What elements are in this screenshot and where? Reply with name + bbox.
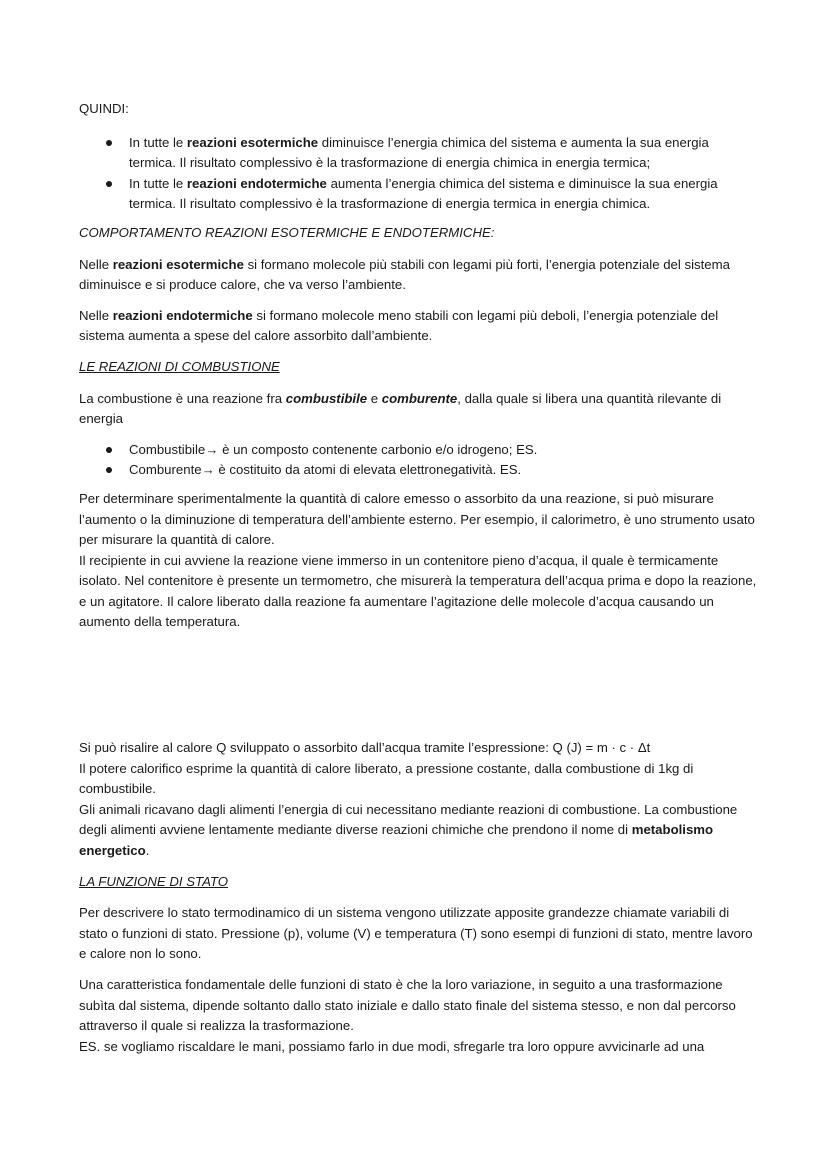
recipiente-paragraph: Il recipiente in cui avviene la reazione viene immerso in un contenitore pieno d’acqua, il quale è termicamente isolato. Nel contenitore è presente un termometro, che misurerà la temperatura dell’acqua prima e dopo la reazione, e un agitatore. Il calore liberato dalla reazione fa aumentare l’agitazione delle molecole d’acqua causando un aumento della temperatura. <box>79 552 757 630</box>
list-item: Comburente→ è costituito da atomi di elevata elettronegatività. ES. <box>79 460 759 481</box>
quindi-heading: QUINDI: <box>79 101 129 116</box>
potere-calorifico-paragraph: Il potere calorifico esprime la quantità di calore liberato, a pressione costante, dalla combustione di 1kg di combustibile. <box>79 760 694 797</box>
document-page <box>79 99 759 1057</box>
metabolismo-paragraph: Gli animali ricavano dagli alimenti l’energia di cui necessitano mediante reazioni di combustione. La combustione degli alimenti avviene lentamente mediante diverse reazioni chimiche che prendono il nome di metabolismo energetico. <box>79 801 738 859</box>
combustione-title: LE REAZIONI DI COMBUSTIONE <box>79 358 280 374</box>
bullet-icon <box>106 447 112 453</box>
reaction-summary-list <box>79 133 759 215</box>
list-item: Combustibile→ è un composto contenente carbonio e/o idrogeno; ES. <box>79 440 759 461</box>
esempio-paragraph: ES. se vogliamo riscaldare le mani, possiamo farlo in due modi, sfregarle tra loro oppure avvicinarle ad una <box>79 1038 705 1054</box>
bullet-icon <box>106 467 112 473</box>
combustione-list <box>79 440 759 481</box>
funzione-di-stato-title: LA FUNZIONE DI STATO <box>79 873 228 889</box>
bullet-icon <box>106 140 112 146</box>
calorimetro-paragraph: Per determinare sperimentalmente la quantità di calore emesso o assorbito da una reazione, si può misurare l’aumento o la diminuzione di temperatura dell’ambiente esterno. Per esempio, il calorimetro, è uno strumento usato per misurare la quantità di calore. <box>79 490 755 548</box>
endotermiche-paragraph: Nelle reazioni endotermiche si formano molecole meno stabili con legami più deboli, l’energia potenziale del sistema aumenta a spese del calore assorbito dall’ambiente. <box>79 307 719 344</box>
blank-space <box>79 633 759 738</box>
bullet-icon <box>106 181 112 187</box>
comportamento-title: COMPORTAMENTO REAZIONI ESOTERMICHE E ENDOTERMICHE: <box>79 224 495 240</box>
caratteristica-paragraph: Una caratteristica fondamentale delle funzioni di stato è che la loro variazione, in seguito a una trasformazione subìta dal sistema, dipende soltanto dallo stato iniziale e dallo stato finale del sistema stesso, e non dal percorso attraverso il quale si realizza la trasformazione. <box>79 977 736 1034</box>
formula-paragraph: Si può risalire al calore Q sviluppato o assorbito dall’acqua tramite l’espressione: Q (J) = m · c · Δt <box>79 740 651 756</box>
grandezze-paragraph: Per descrivere lo stato termodinamico di un sistema vengono utilizzate apposite grandezze chiamate variabili di stato o funzioni di stato. Pressione (p), volume (V) e temperatura (T) sono esempi di funzioni di stato, mentre lavoro e calore non lo sono. <box>79 905 753 962</box>
esotermiche-paragraph: Nelle reazioni esotermiche si formano molecole più stabili con legami più forti, l’energia potenziale del sistema diminuisce e si produce calore, che va verso l’ambiente. <box>79 256 730 293</box>
list-item: In tutte le reazioni esotermiche diminuisce l’energia chimica del sistema e aumenta la sua energia termica. Il risultato complessivo è la trasformazione di energia chimica in energia termica; <box>79 133 759 174</box>
list-item: In tutte le reazioni endotermiche aumenta l’energia chimica del sistema e diminuisce la sua energia termica. Il risultato complessivo è la trasformazione di energia termica in energia chimica. <box>79 174 759 215</box>
combustione-intro-paragraph: La combustione è una reazione fra combustibile e comburente, dalla quale si libera una quantità rilevante di energia <box>79 390 722 427</box>
